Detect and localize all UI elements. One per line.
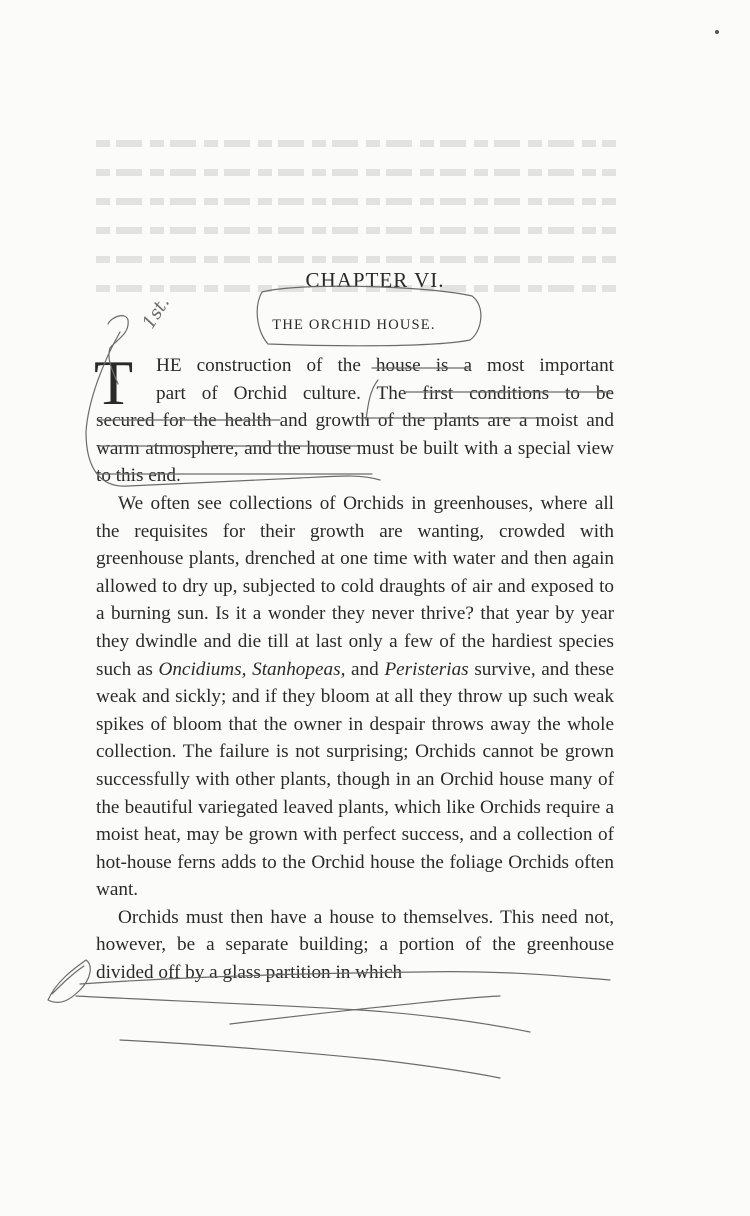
- paragraph-1-rest: secured for the health and growth of the plants are a moist and warm atmosphere, and the house must be built with a special view to this end.: [96, 410, 614, 487]
- genus-stanhopeas: Stanhopeas,: [252, 658, 346, 680]
- paragraph-2: [96, 490, 614, 904]
- paragraph-1: [94, 347, 614, 490]
- underline-scribble-4: [230, 996, 500, 1024]
- paragraph-3-text: Orchids must then have a house to themselves. This need not, however, be a separate building; a portion of the greenhouse divided off by a glass partition in which: [96, 906, 614, 984]
- paper-speck: [715, 30, 719, 34]
- paragraph-2-after: survive, and these weak and sickly; and if they bloom at all they throw up such weak spikes of bloom that the owner in despair throws away the whole collection. The failure is not surprising; Orchids cannot be grown successfully with other plants, though in an Orchid house many of the beautiful variegated leaved plants, which like Orchids require a moist heat, may be grown with perfect success, and a collection of hot-house ferns adds to the Orchid house the foliage Orchids often want.: [96, 658, 615, 901]
- underline-scribble-3: [120, 1040, 500, 1078]
- body-text: [94, 347, 615, 987]
- leaf-sketch: [48, 960, 90, 1002]
- paragraph-2-and: and: [351, 658, 379, 680]
- subtitle-bracket-mark: [257, 286, 481, 346]
- genus-peristerias: Peristerias: [384, 658, 469, 680]
- chapter-title: CHAPTER VI.: [305, 268, 445, 292]
- underline-scribble-2: [76, 996, 530, 1032]
- margin-note-text: 1st.: [138, 292, 175, 333]
- genus-oncidiums: Oncidiums,: [158, 658, 247, 680]
- chapter-subtitle: THE ORCHID HOUSE.: [272, 317, 436, 333]
- paragraph-3: [96, 904, 614, 987]
- paragraph-2-text: We often see collections of Orchids in greenhouses, where all the requisites for their growth are wanting, crowded with greenhouse plants, drenched at one time with water and then again allowed to dry up, subjected to cold draughts of air and exposed to a burning sun. Is it a wonder they never thrive? that year by year they dwindle and die till at last only a few of the hardiest species such as: [96, 492, 614, 680]
- paragraph-1-line-1: HE construction of the house is a most important: [156, 355, 614, 376]
- paragraph-1-line-2: part of Orchid culture. The first conditions to be: [156, 382, 614, 404]
- drop-cap: T: [94, 347, 134, 418]
